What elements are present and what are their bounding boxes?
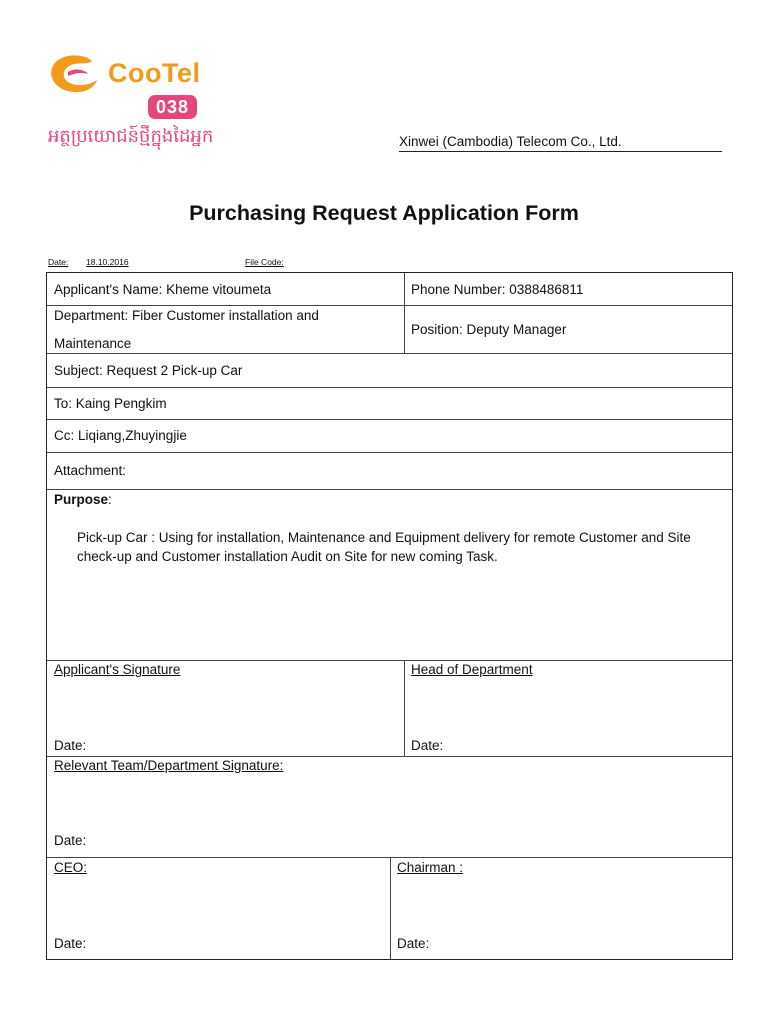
row-divider xyxy=(47,353,733,354)
date-label: Date: xyxy=(48,257,69,267)
applicant-date-label: Date: xyxy=(54,738,87,753)
header-divider xyxy=(399,151,722,152)
brand-name: CooTel xyxy=(108,58,201,88)
row-divider xyxy=(47,387,733,388)
to-recipient: To: Kaing Pengkim xyxy=(54,396,167,411)
applicant-signature-label: Applicant's Signature xyxy=(54,662,181,677)
chairman-label: Chairman : xyxy=(397,860,464,875)
head-of-department-label: Head of Department xyxy=(411,662,533,677)
brand-tagline: អត្ថប្រយោជន៍ថ្មីក្នុងដៃអ្នក xyxy=(48,126,214,146)
head-date-label: Date: xyxy=(411,738,444,753)
row-divider xyxy=(47,419,733,420)
applicant-name: Applicant's Name: Kheme vitoumeta xyxy=(54,282,272,297)
attachment-label: Attachment: xyxy=(54,463,127,478)
purpose-colon: : xyxy=(108,492,112,507)
relevant-signature-label: Relevant Team/Department Signature: xyxy=(54,758,284,773)
column-divider xyxy=(404,660,405,756)
ceo-date-label: Date: xyxy=(54,936,87,951)
purpose-label: Purpose xyxy=(54,492,109,507)
department-line-1: Department: Fiber Customer installation and xyxy=(54,308,319,323)
phone-number: Phone Number: 0388486811 xyxy=(411,282,584,297)
position: Position: Deputy Manager xyxy=(411,322,567,337)
ceo-label: CEO: xyxy=(54,860,88,875)
cootel-c-icon xyxy=(48,52,100,94)
chairman-date-label: Date: xyxy=(397,936,430,951)
date-value: 18.10.2016 xyxy=(86,257,129,267)
department-line-2: Maintenance xyxy=(54,336,132,351)
purpose-heading xyxy=(54,492,112,507)
column-divider xyxy=(404,273,405,353)
row-divider xyxy=(47,489,733,490)
relevant-date-label: Date: xyxy=(54,833,87,848)
row-divider xyxy=(47,660,733,661)
row-divider xyxy=(47,305,733,306)
brand-number: 038 xyxy=(148,95,197,119)
request-form xyxy=(46,272,733,960)
subject: Subject: Request 2 Pick-up Car xyxy=(54,363,243,378)
row-divider xyxy=(47,452,733,453)
page-title: Purchasing Request Application Form xyxy=(189,201,579,225)
file-code-label: File Code: xyxy=(245,257,284,267)
column-divider xyxy=(390,857,391,959)
row-divider xyxy=(47,756,733,757)
purpose-text: Pick-up Car : Using for installation, Maintenance and Equipment delivery for remote Customer and Site check-up and Customer installation Audit on Site for new coming Task. xyxy=(77,530,691,564)
company-name: Xinwei (Cambodia) Telecom Co., Ltd. xyxy=(399,134,622,149)
cootel-logo xyxy=(46,52,226,152)
cc-recipients: Cc: Liqiang,Zhuyingjie xyxy=(54,428,187,443)
